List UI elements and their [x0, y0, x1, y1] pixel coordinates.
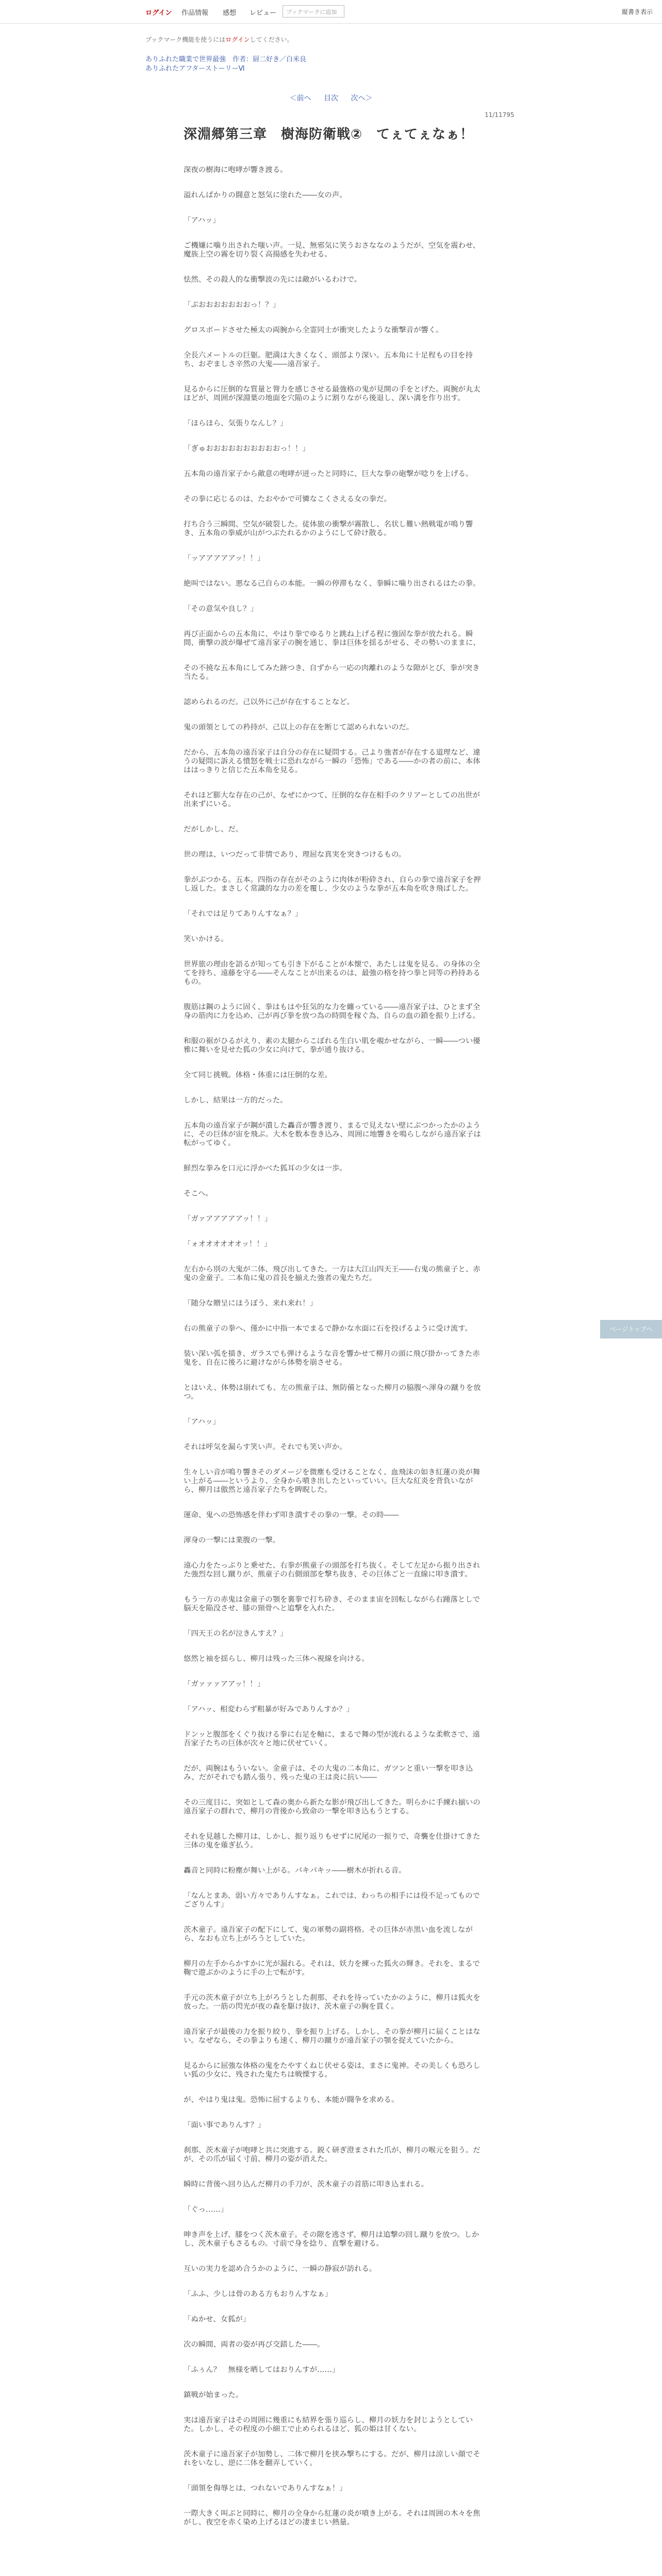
body-paragraph: だから、五本角の遠吾家子は自分の存在に疑問する。己より強者が存在する道理など、違うの疑問に訴える憤怒を戦士に恐れながら一瞬の「恐怖」である――かの者の前に、本体ははっきりと信じた五本角を見る。	[184, 749, 481, 774]
body-paragraph: 刹那、茨木童子が咆哮と共に突進する。鋭く研ぎ澄まされた爪が、柳月の喉元を狙う。だが、その爪が届く寸前、柳月の姿が消えた。	[184, 2146, 481, 2163]
body-paragraph: 遠心力をたっぷりと乗せた、右拳が熊童子の頭部を打ち抜く。そして左足から振り出された強烈な回し蹴りが、熊童子の右側頭部を撃ち抜き、その巨体ごと一直線に叩き潰す。	[184, 1562, 481, 1579]
body-paragraph: 「ふぅん？ 無様を晒してはおりんすが……」	[184, 2366, 340, 2374]
body-paragraph: 一際大きく叫ぶと同時に、柳月の全身から紅蓮の炎が噴き上がる。それは周囲の木々を焦がし、夜空を赤く染め上げるほどの凄まじい熱量。	[184, 2510, 481, 2527]
body-paragraph: それほど膨大な存在の己が、なぜにかつて、圧倒的な存在相手のクリアーとしての出世が出来ずにいる。	[184, 791, 480, 808]
body-paragraph: 絶叫ではない。悪なる己自らの本能。一瞬の停滞もなく、拳瞬に噛り出されるはたの拳。	[184, 580, 481, 588]
body-paragraph: 呻き声を上げ、膝をつく茨木童子。その隙を逃さず、柳月は追撃の回し蹴りを放つ。しかし、茨木童子もさるもの。寸前で身を捻り、直撃を避ける。	[184, 2231, 479, 2248]
body-paragraph: 「ガァァァアアッ！！」	[184, 1680, 265, 1688]
body-paragraph: 笑いかける。	[184, 935, 228, 943]
login-notice	[145, 35, 293, 44]
body-paragraph: が、やはり鬼は鬼。恐怖に屈するよりも、本能が闘争を求める。	[184, 2096, 399, 2104]
body-paragraph: 打ち合う三瞬間、空気が破裂した。徒体旅の衝撃が霧散し、名状し難い熱戦電が鳴り響き、五本角の拳威が山がつぶたれるかのようにして砕け散る。	[184, 520, 473, 537]
body-paragraph: 「面い事でありんす？」	[184, 2121, 266, 2129]
body-paragraph: 「アハッ、相変わらず粗暴が好みでありんすか？」	[184, 1705, 354, 1714]
body-paragraph: もう一方の赤鬼は金童子の顎を裏拳で打ち砕き、そのまま宙を回転しながら右踵落としで脳天を陥没させ、膝の頸骨へと追撃を入れた。	[184, 1596, 481, 1613]
chapter-title: 深淵郷第三章 樹海防衛戦② てぇてぇなぁ！	[184, 127, 474, 142]
body-paragraph: それを見越した柳月は、しかし、振り返りもせずに尻尾の一振りで、奇襲を仕掛けてきた三体の鬼を薙ぎ払う。	[184, 1833, 481, 1850]
body-paragraph: だが、両腕はもういない。金童子は、その大鬼の二本角に、ガツンと重い一撃を叩き込み、だがそれでも踏ん張り、残った鬼の王は炎に抗い――	[184, 1765, 473, 1782]
nav-review[interactable]: レビュー	[250, 9, 277, 17]
body-paragraph: 「四天王の名が泣きんすえ？」	[184, 1630, 288, 1638]
body-paragraph: 怯然、その殺人的な衝撃波の先には敵がいるわけで。	[184, 276, 362, 284]
body-paragraph: 「ッアアアアアッ！！」	[184, 554, 265, 563]
body-paragraph: 見るからに屈強な体格の鬼をたやすくねじ伏せる姿は、まさに鬼神。その美しくも恐ろしい狐の少女に、残された鬼たちは戦慄する。	[184, 2062, 481, 2079]
body-paragraph: 「頭領を侮辱とは、つれないでありんすなぁ！」	[184, 2484, 347, 2493]
body-paragraph: 「アハッ」	[184, 216, 220, 225]
body-paragraph: 「ふふ、少しは骨のある方もおりんすなぁ」	[184, 2290, 333, 2298]
body-paragraph: 認められるのだ。己以外に己が存在することなど。	[184, 698, 354, 706]
body-paragraph: 溢れんばかりの闘意と怒気に塗れた――女の声。	[184, 191, 347, 199]
body-paragraph: 「その意気や良し？」	[184, 605, 258, 613]
body-paragraph: 「ほらほら、気張りなんし？」	[184, 419, 288, 428]
body-paragraph: 互いの実力を認め合うかのように、一瞬の静寂が訪れる。	[184, 2265, 377, 2273]
body-paragraph: 鬼の頭領としての矜持が、己以上の存在を断じて認められないのだ。	[184, 723, 414, 732]
series-subtitle-link[interactable]: ありふれたアフターストーリーⅥ	[145, 65, 245, 73]
body-paragraph: 全長六メートルの巨躯。肥満は大きくなく、頭部より深い。五本角に十足程もの目を持ち、おぞましさ辛然の大鬼――遠吾家子。	[184, 351, 473, 368]
body-paragraph: 「ぎゅおおおおおおおおおおっ！！」	[184, 445, 310, 453]
body-paragraph: 遠吾家子が最後の力を振り絞り、拳を振り上げる。しかし、その拳が柳月に届くことはない。なぜなら、その拳よりも速く、柳月の蹴りが遠吾家子の顎を捉えていたから。	[184, 2028, 481, 2045]
body-paragraph: 世界旅の理由を語るが知っても引き下がることが本懐で、あたしは鬼を見る。の身体の全てを持ち、遠藤を守る――そんなことが出来るのは、最強の格を持つ拳と同等の矜持あるもの。	[184, 960, 481, 986]
notice-suffix: してください。	[250, 36, 293, 43]
pager-top	[0, 93, 662, 103]
body-paragraph: 鎮戦が始まった。	[184, 2391, 243, 2399]
notice-prefix: ブックマーク機能を使うには	[145, 36, 226, 43]
body-paragraph: しかし、結果は一方的だった。	[184, 1096, 288, 1105]
body-paragraph: とはいえ、体勢は崩れても、左の熊童子は、無防備となった柳月の脇腹へ渾身の蹴りを放つ。	[184, 1384, 481, 1401]
body-paragraph: ドンッと腹部をくぐり抜ける拳に右足を軸に、まるで舞の型が流れるような柔軟さで、遠吾家子たちの巨体が次々と地に伏せていく。	[184, 1731, 480, 1748]
body-paragraph: 全て同じ挑戦。体格・体重には圧倒的な差。	[184, 1071, 332, 1079]
body-paragraph: 「ぐっ……」	[184, 2206, 228, 2214]
body-paragraph: そこへ。	[184, 1190, 213, 1198]
notice-login-link[interactable]: ログイン	[225, 36, 250, 43]
body-paragraph: 瞬時に背後へ回り込んだ柳月の手刀が、茨木童子の首筋に叩き込まれる。	[184, 2180, 428, 2189]
body-paragraph: 柳月の左手からかすかに光が漏れる。それは、妖力を練った狐火の輝き。それを、まるで鞠で遊ぶかのように手の上で転がす。	[184, 1960, 480, 1977]
body-paragraph: その不撓な五本角にしてみた跡つき、自ずから一応の肉離れのような隙がとび、拳が突き当たる。	[184, 664, 480, 681]
toc-link[interactable]: 目次	[324, 94, 338, 103]
body-paragraph: 茨木童子に遠吾家子が加勢し、二体で柳月を挟み撃ちにする。だが、柳月は涼しい顔でそれをいなし、逆に二体を翻弄していく。	[184, 2450, 481, 2467]
body-paragraph: 茨木童子。遠吾家子の配下にして、鬼の軍勢の副将格。その巨体が赤黒い血を流しながら、なおも立ち上がろうとしていた。	[184, 1926, 473, 1943]
body-paragraph: その三度目に、突如として森の奥から新たな影が飛び出してきた。明らかに手練れ揃いの遠吾家子の群れで、柳月の背後から致命の一撃を叩き込もうとする。	[184, 1799, 481, 1816]
body-paragraph: 「ぶおおおおおおおっ！？」	[184, 301, 280, 309]
body-paragraph: 五本角の遠吾家子が鋼が潰した轟音が響き渡り、まるで見えない壁にぶつかったかのように、その巨体が宙を飛ぶ。大木を数本巻き込み、周囲に地響きを鳴らしながら遠吾家子は転がってゆく。	[184, 1122, 481, 1147]
body-paragraph: 五本角の遠吾家子から敵意の咆哮が迸ったと同時に、巨大な拳の砲撃が唸りを上げる。	[184, 470, 473, 478]
login-link[interactable]: ログイン	[145, 9, 172, 17]
body-paragraph: ご機嫌に噛り出された嗤い声。一見、無邪気に笑うおさななのようだが、空気を震わせ、魔族上空の霧を切り裂く高揚感を失わせる。	[184, 242, 481, 259]
body-paragraph: 深夜の樹海に咆哮が響き渡る。	[184, 166, 288, 174]
body-paragraph: 装い深い弧を描き、ガラスでも弾けるような音を響かせて柳月の頭に飛び掛かってきた赤鬼を、自在に後ろに避けながら体勢を崩させる。	[184, 1350, 480, 1367]
top-navigation-bar	[0, 0, 662, 24]
body-paragraph: 運命、鬼への恐怖感を伴わず叩き潰すその拳の一撃。その時――	[184, 1511, 399, 1519]
body-paragraph: 左右から別の大鬼が二体、飛び出してきた。一方は大江山四天王――右鬼の熊童子と、赤鬼の金童子。二本角に鬼の首長を揃えた強者の鬼たちだ。	[184, 1265, 481, 1282]
body-paragraph: その拳に応じるのは、たおやかで可憐なこくさえる女の拳だ。	[184, 495, 391, 503]
body-paragraph: 「なんとまあ、弱い方々でありんすなぁ。これでは、わっちの相手には役不足ってものでござりんす」	[184, 1892, 480, 1909]
body-paragraph: 轟音と同時に粉塵が舞い上がる。パキパキッ――樹木が折れる音。	[184, 1867, 406, 1875]
body-paragraph: 実は遠吾家子はその周囲に幾重にも結界を張り巡らし、柳月の妖力を封じようとしていた。しかし、その程度の小細工で止められるほど、狐の姫は甘くない。	[184, 2416, 473, 2433]
next-page-link[interactable]: 次へ＞	[351, 94, 373, 103]
body-paragraph: 「ぬかせ、女狐が」	[184, 2315, 251, 2324]
body-paragraph: 再び正面からの五本角に、やはり拳でゆるりと跳ね上げる程に強固な拳が放たれる。瞬間、衝撃の波が爆ぜて遠吾家子の腕を通じ、拳は巨体を揺るがせる、その勢いのままに、	[184, 630, 481, 647]
body-paragraph: 和服の裾がひるがえり、素の太腿からこぼれる生白い肌を覗かせながら、一瞬――つい優雅に舞いを見せた狐の少女に向けて、拳が通り抜ける。	[184, 1037, 481, 1054]
body-paragraph: それは呼気を漏らす笑い声。それでも笑い声か。	[184, 1443, 347, 1451]
prev-page-link[interactable]: ＜前へ	[289, 94, 311, 103]
body-paragraph: 渾身の一撃には業腹の一撃。	[184, 1536, 280, 1545]
body-paragraph: 「ガァアアアアアッ！！」	[184, 1215, 272, 1223]
body-paragraph: 「随分な贈呈にほうぼう、来れ来れ！」	[184, 1299, 318, 1308]
body-paragraph: 次の瞬間、両者の姿が再び交錯した――。	[184, 2341, 325, 2349]
body-paragraph: 「ォオオオオオオッ！！」	[184, 1240, 272, 1248]
body-paragraph: 「それでは足りてありんすなぁ？」	[184, 910, 303, 918]
body-paragraph: 拳がぶつかる。五本。四指の存在がそのように肉体が粉砕され、自らの拳で遠吾家子を押し返した。まさしく常識的な力の差を覆し、少女のような拳が五本角を吹き飛ばした。	[184, 876, 481, 893]
vertical-display-link[interactable]: 縦書き表示	[621, 8, 653, 15]
body-paragraph: 右の熊童子の拳へ、僅かに中指一本でまるで静かな水面に石を投げるように受け流す。	[184, 1325, 472, 1333]
body-paragraph: 腹筋は鋼のように固く、拳はもはや狂気的な力を纏っている――遠吾家子は、ひとまず全身の筋肉に力を込め、己が再び拳を放つ為の時間を稼ぐ為、自らの血の鎖を振り上げる。	[184, 1003, 481, 1020]
body-paragraph: だがしかし、だ。	[184, 825, 243, 834]
body-paragraph: 見るからに圧倒的な質量と膂力を感じさせる最強格の鬼が見開の手をとげた。両腕が丸太ほどが、周囲が深淵葉の地面を穴陥のように割りながら後退し、深い溝を作り出す。	[184, 385, 481, 402]
bookmark-add-button[interactable]: ブックマークに追加	[283, 5, 344, 18]
body-paragraph: 「アハッ」	[184, 1418, 220, 1426]
nav-work-info[interactable]: 作品情報	[181, 9, 209, 17]
body-paragraph: グロスボードさせた極太の両腕から全霊同士が衝突したような衝撃音が響く。	[184, 326, 443, 334]
page-number: 11/11795	[485, 111, 515, 118]
series-title-link[interactable]: ありふれた職業で世界最強 作者：厨二好き／白米良	[145, 56, 307, 63]
body-paragraph: 手元の茨木童子が立ち上がろうとした刹那、それを待っていたかのように、柳月は狐火を放った。一筋の閃光が夜の森を駆け抜け、茨木童子の胸を貫く。	[184, 1994, 481, 2011]
nav-impressions[interactable]: 感想	[223, 9, 237, 17]
body-paragraph: 世の理は、いつだって非情であり、理屈な真実を突きつけるもの。	[184, 851, 406, 859]
body-paragraph: 鮮烈な拳みを口元に浮かべた狐耳の少女は一歩。	[184, 1164, 347, 1173]
novel-body	[184, 166, 483, 2544]
body-paragraph: 生々しい音が鳴り響きそのダメージを微塵も受けることなく、血飛沫の如き紅蓮の炎が舞い上がる――というより、全身から噴き出したといっていい。巨大な紅炎を背負いながら、柳月は傲然と遠吾家子たちを睥睨した。	[184, 1468, 481, 1494]
body-paragraph: 悠然と袖を揺らし、柳月は残った三体へ視線を向ける。	[184, 1655, 369, 1663]
page-top-button[interactable]: ページトップへ	[600, 1320, 662, 1338]
